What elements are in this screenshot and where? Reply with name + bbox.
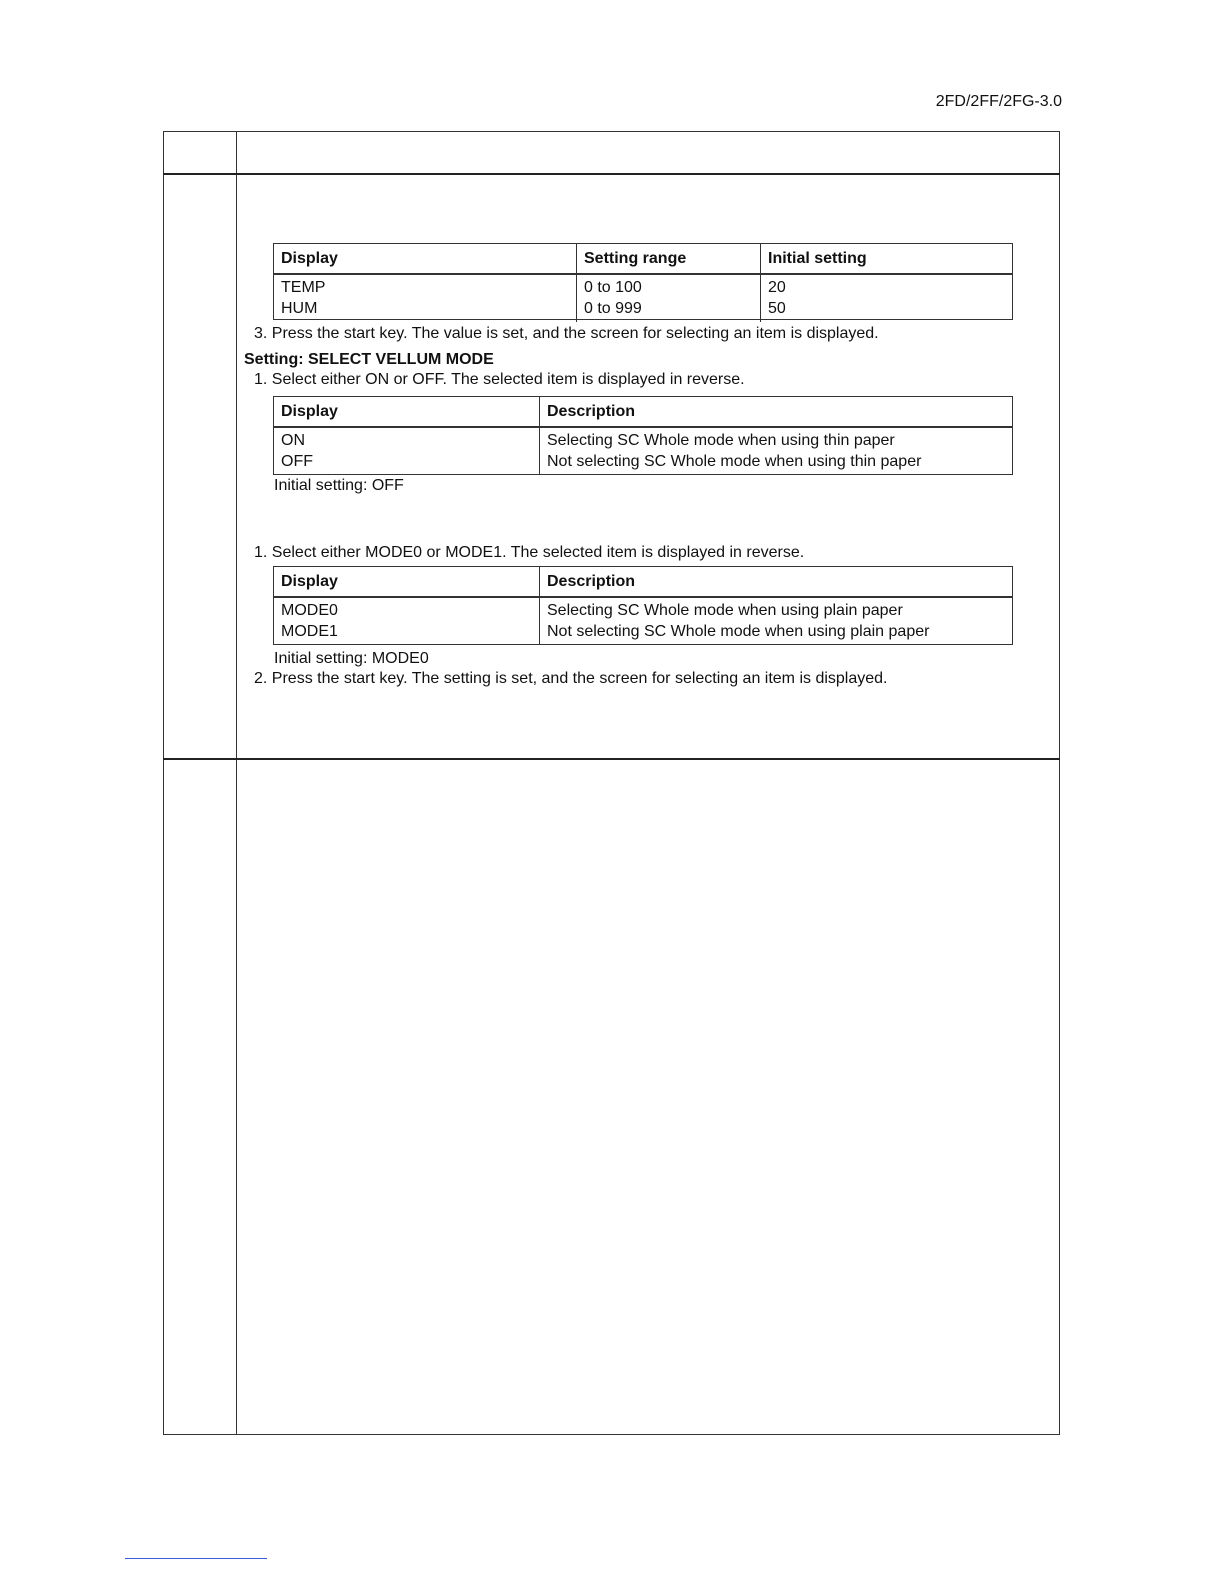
table-cell: Not selecting SC Whole mode when using plain paper [547, 623, 930, 640]
initial-setting-vellum: Initial setting: OFF [274, 477, 404, 494]
step-press-start-key: 3. Press the start key. The value is set, and the screen for selecting an item is displayed. [254, 325, 879, 342]
document-code: 2FD/2FF/2FG-3.0 [935, 93, 1062, 110]
table-cell: 20 [768, 279, 786, 296]
header-display: Display [281, 250, 338, 267]
header-initial-setting: Initial setting [768, 250, 867, 267]
setting-heading-vellum: Setting: SELECT VELLUM MODE [244, 351, 494, 368]
header-setting-range: Setting range [584, 250, 687, 267]
footer-link-underline [125, 1558, 267, 1559]
table-cell: Not selecting SC Whole mode when using thin paper [547, 453, 922, 470]
table-cell: 50 [768, 300, 786, 317]
mode-table [273, 566, 1013, 645]
table-body [274, 275, 1012, 322]
initial-setting-mode: Initial setting: MODE0 [274, 650, 429, 667]
header-display: Display [281, 573, 338, 590]
header-description: Description [547, 573, 636, 590]
header-description: Description [547, 403, 636, 420]
table-cell: TEMP [281, 279, 326, 296]
table-cell: OFF [281, 453, 313, 470]
header-display: Display [281, 403, 338, 420]
table-cell: MODE1 [281, 623, 338, 640]
section-divider [163, 758, 1060, 760]
table-header-row [274, 244, 1012, 275]
table-cell: Selecting SC Whole mode when using thin paper [547, 432, 895, 449]
table-cell: HUM [281, 300, 318, 317]
table-cell: Selecting SC Whole mode when using plain paper [547, 602, 903, 619]
table-cell: 0 to 999 [584, 300, 642, 317]
table-header-row [274, 397, 1012, 428]
temp-hum-table [273, 243, 1013, 320]
table-cell: ON [281, 432, 305, 449]
step-select-on-off: 1. Select either ON or OFF. The selected item is displayed in reverse. [254, 371, 745, 388]
table-body [274, 598, 1012, 645]
column-divider [236, 131, 237, 1435]
table-body [274, 428, 1012, 475]
step-press-start-key-2: 2. Press the start key. The setting is set, and the screen for selecting an item is displayed. [254, 670, 888, 687]
table-header-row [274, 567, 1012, 598]
table-cell: MODE0 [281, 602, 338, 619]
header-row-divider [163, 173, 1060, 175]
vellum-mode-table [273, 396, 1013, 475]
step-select-mode: 1. Select either MODE0 or MODE1. The selected item is displayed in reverse. [254, 544, 805, 561]
table-cell: 0 to 100 [584, 279, 642, 296]
